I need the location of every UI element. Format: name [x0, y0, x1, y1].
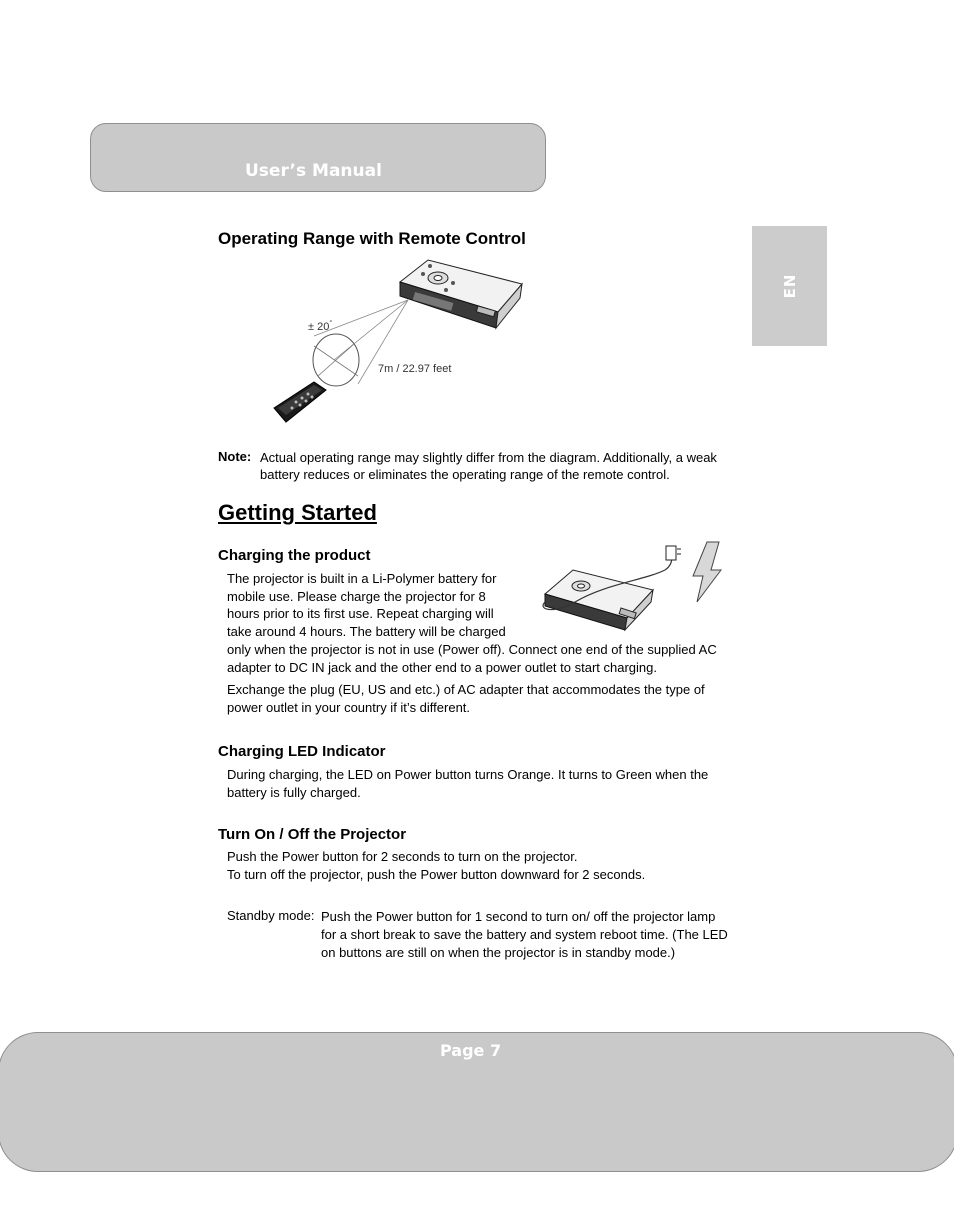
led-heading: Charging LED Indicator — [218, 743, 386, 760]
page-number: Page 7 — [440, 1041, 502, 1060]
plug-line-2: power outlet in your country if it’s different. — [227, 700, 471, 715]
lightning-icon — [693, 542, 721, 602]
angle-label: ± 20° — [308, 320, 333, 333]
standby-line-3: on buttons are still on when the projector is in standby mode.) — [321, 945, 676, 960]
charging-illustration — [535, 540, 730, 632]
language-tab — [752, 226, 827, 346]
standby-text — [321, 908, 741, 962]
standby-line-2: for a short break to save the battery and system reboot time. (The LED — [321, 927, 728, 942]
charging-line-6: adapter to DC IN jack and the other end to a power outlet to start charging. — [227, 660, 657, 675]
remote-range-illustration — [270, 252, 540, 432]
distance-label: 7m / 22.97 feet — [378, 363, 452, 375]
remote-control-illustration — [274, 382, 326, 422]
charging-line-5: only when the projector is not in use (Power off). Connect one end of the supplied AC — [227, 642, 717, 657]
power-heading: Turn On / Off the Projector — [218, 826, 407, 843]
standby-line-1: Push the Power button for 1 second to turn on/ off the projector lamp — [321, 909, 716, 924]
led-line-1: During charging, the LED on Power button turns Orange. It turns to Green when the — [227, 767, 709, 782]
led-line-2: battery is fully charged. — [227, 785, 361, 800]
standby-label: Standby mode: — [227, 908, 315, 923]
charging-line-1: The projector is built in a Li-Polymer battery for — [227, 571, 497, 586]
charging-line-4: take around 4 hours. The battery will be charged — [227, 624, 506, 639]
charging-heading: Charging the product — [218, 547, 371, 564]
projector-illustration — [400, 260, 522, 328]
charging-line-2: mobile use. Please charge the projector for 8 — [227, 589, 486, 604]
header-title: User’s Manual — [245, 161, 382, 181]
language-tab-label: EN — [780, 273, 799, 299]
note-label: Note: — [218, 449, 252, 464]
note-text: Actual operating range may slightly differ from the diagram. Additionally, a weak battery reduces or eliminates the operating range of the remote control. — [260, 450, 717, 482]
getting-started-heading: Getting Started — [218, 500, 377, 525]
power-line-1: Push the Power button for 2 seconds to turn on the projector. — [227, 849, 578, 864]
header-banner — [90, 123, 546, 192]
remote-range-heading: Operating Range with Remote Control — [218, 229, 526, 248]
power-line-2: To turn off the projector, push the Power button downward for 2 seconds. — [227, 867, 646, 882]
plug-line-1: Exchange the plug (EU, US and etc.) of AC adapter that accommodates the type of — [227, 682, 705, 697]
charging-line-3: hours prior to its first use. Repeat charging will — [227, 606, 494, 621]
